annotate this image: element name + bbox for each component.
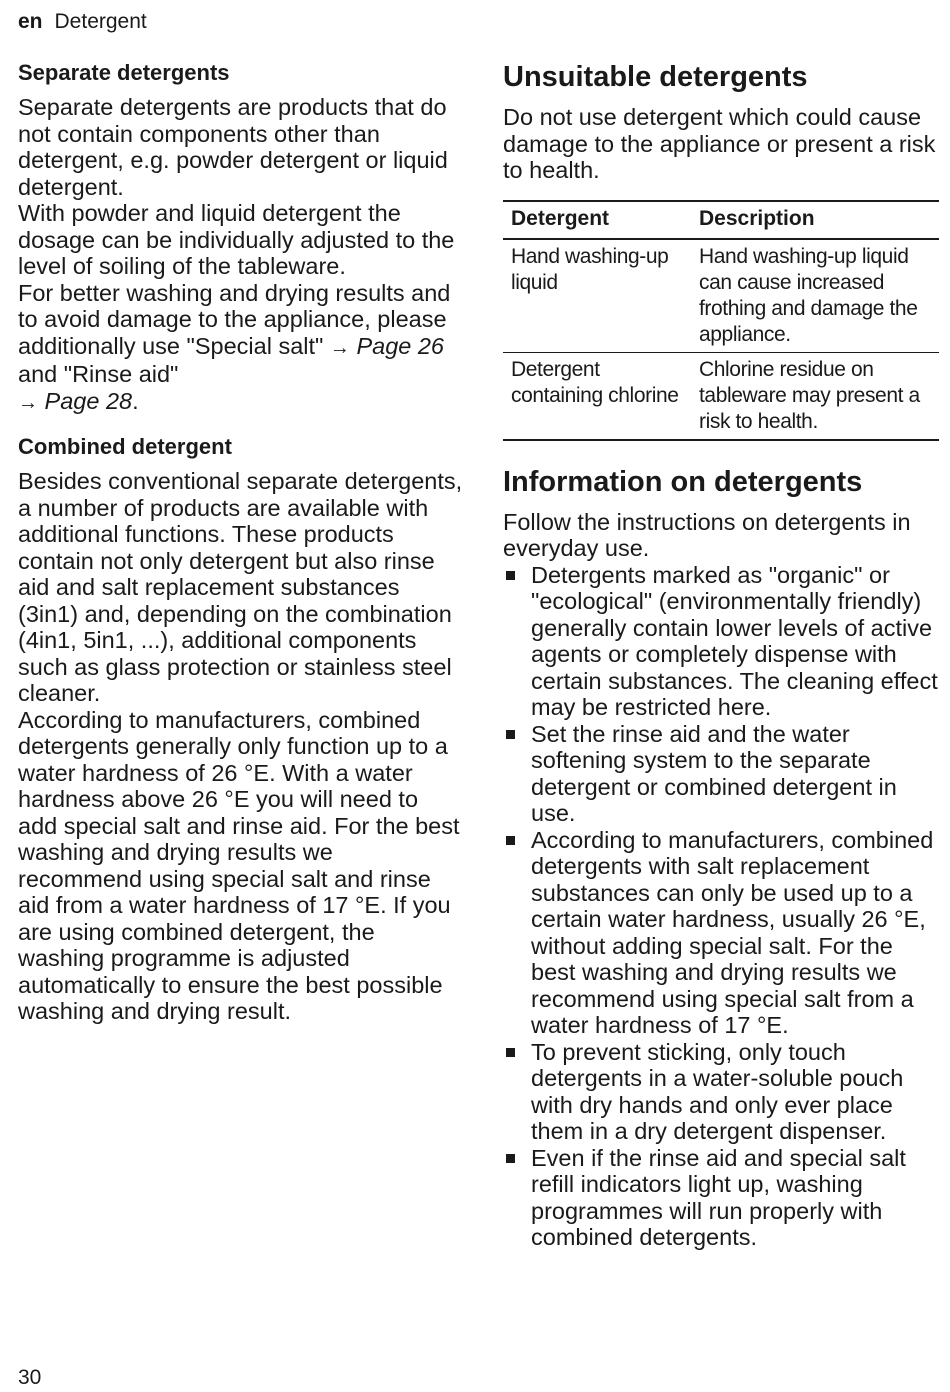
- information-on-detergents-heading: Information on detergents: [503, 465, 863, 498]
- separate-detergents-p2: With powder and liquid detergent the dosage can be individually adjusted to the level of soiling of the tableware.: [18, 200, 455, 279]
- table-row: [503, 239, 939, 353]
- square-bullet-icon: [506, 730, 515, 739]
- unsuitable-detergents-intro: Do not use detergent which could cause damage to the appliance or present a risk to health.: [503, 104, 936, 183]
- square-bullet-icon: [506, 571, 515, 580]
- right-column: [503, 58, 939, 1251]
- combined-detergent-heading: Combined detergent: [18, 434, 232, 459]
- square-bullet-icon: [506, 836, 515, 845]
- page-number: 30: [18, 1366, 42, 1389]
- combined-detergent-p2: According to manufacturers, combined detergents generally only function up to a water hardness of 26 °E. With a water hardness above 26 °E you will need to add special salt and rinse aid. For the best washing and drying results we recommend using special salt and rinse aid from a water hardness of 17 °E. If you are using combined detergent, the washing programme is adjusted automatically to ensure the best possible washing and drying result.: [18, 706, 460, 1024]
- unsuitable-detergents-heading: Unsuitable detergents: [503, 61, 808, 93]
- table-cell-description: Hand washing-up liquid can cause increased frothing and damage the appliance.: [691, 239, 939, 353]
- separate-detergents-p1: Separate detergents are products that do not contain components other than detergent, e.g. powder detergent or liquid detergent.: [18, 94, 448, 200]
- square-bullet-icon: [506, 1048, 515, 1057]
- list-item: Even if the rinse aid and special salt refill indicators light up, washing programmes will run properly with combined detergents.: [503, 1145, 939, 1251]
- page-header: [18, 9, 147, 35]
- list-item: Detergents marked as "organic" or "ecological" (environmentally friendly) generally contain lower levels of active agents or completely dispense with certain substances. The cleaning effect may be restricted here.: [503, 562, 939, 721]
- language-code: en: [18, 10, 43, 33]
- list-item: Set the rinse aid and the water softening system to the separate detergent or combined detergent in use.: [503, 721, 939, 827]
- separate-detergents-heading: Separate detergents: [18, 60, 230, 85]
- information-bullet-list: [503, 562, 939, 1251]
- table-cell-detergent: Detergent containing chlorine: [503, 352, 691, 440]
- information-intro: Follow the instructions on detergents in everyday use.: [503, 508, 911, 561]
- page-reference-link[interactable]: Page 28: [44, 387, 133, 414]
- arrow-icon: →: [18, 391, 38, 414]
- separate-detergents-p3: For better washing and drying results and to avoid damage to the appliance, please additionally use "Special salt" → Page 26 and "Rinse aid" → Page 28.: [18, 279, 451, 414]
- list-item: According to manufacturers, combined detergents with salt replacement substances can only be used up to a certain water hardness, usually 26 °E, without adding special salt. For the best washing and drying results we recommend using special salt from a water hardness of 17 °E.: [503, 827, 939, 1039]
- table-cell-description: Chlorine residue on tableware may present a risk to health.: [691, 352, 939, 440]
- section-title: Detergent: [54, 10, 147, 33]
- page-reference-link[interactable]: Page 26: [356, 332, 445, 359]
- square-bullet-icon: [506, 1154, 515, 1163]
- table-cell-detergent: Hand washing-up liquid: [503, 239, 691, 353]
- arrow-icon: →: [329, 336, 350, 359]
- table-row: [503, 352, 939, 440]
- table-header-row: [503, 201, 939, 239]
- combined-detergent-p1: Besides conventional separate detergents, a number of products are available with additional functions. These products contain not only detergent but also rinse aid and salt replacement substances (3in1) and, depending on the combination (4in1, 5in1, ...), additional components such as glass protection or stainless steel cleaner.: [18, 468, 463, 706]
- list-item: To prevent sticking, only touch detergents in a water-soluble pouch with dry hands and only ever place them in a dry detergent dispenser.: [503, 1039, 939, 1145]
- unsuitable-detergents-table: [503, 200, 939, 441]
- column-header-description: Description: [691, 201, 939, 239]
- column-header-detergent: Detergent: [503, 201, 691, 239]
- left-column: [18, 58, 463, 1025]
